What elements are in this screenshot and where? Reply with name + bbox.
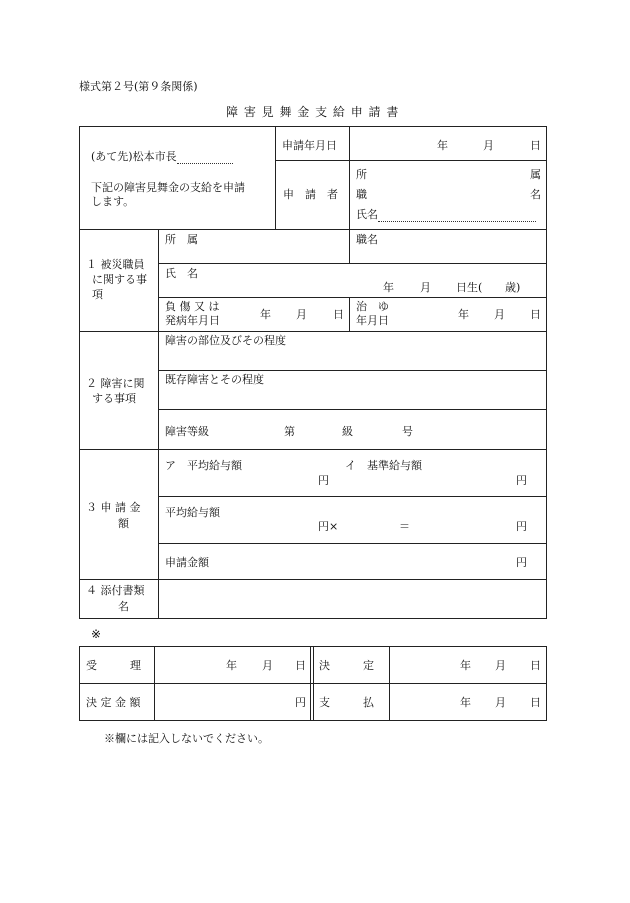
- decision-label: 決 定: [319, 659, 374, 672]
- row-border: [158, 409, 547, 410]
- section3-label-2: 額: [118, 517, 129, 530]
- row-border: [79, 579, 547, 580]
- row-border: [158, 543, 547, 544]
- grade-dai: 第: [284, 425, 295, 438]
- form-title: 障 害 見 舞 金 支 給 申 請 書: [226, 105, 400, 119]
- injury-date-label-2: 発病年月日: [165, 314, 220, 327]
- table-border-bottom: [79, 618, 547, 619]
- office-col-border: [310, 646, 311, 721]
- section2-label-2: する事項: [92, 392, 136, 405]
- victim-position-label: 職名: [356, 233, 378, 246]
- average-wage-a-label: ア 平均給与額: [165, 459, 242, 472]
- requested-amount-label: 申請金額: [165, 556, 209, 569]
- injury-date-label-1: 負 傷 又 は: [165, 300, 220, 313]
- existing-disability-label: 既存障害とその程度: [165, 373, 264, 386]
- application-date-year[interactable]: 年: [437, 139, 448, 152]
- payment-label: 支 払: [319, 696, 374, 709]
- calc-result-yen: 円: [516, 520, 527, 533]
- injury-year[interactable]: 年: [260, 308, 271, 321]
- received-day: 日: [295, 659, 306, 672]
- base-wage-i-label: イ 基準給与額: [345, 459, 422, 472]
- victim-name-label: 氏 名: [165, 267, 198, 280]
- row-border: [79, 229, 547, 230]
- row-border: [158, 263, 547, 264]
- decided-amount-label: 決 定 金 額: [86, 696, 141, 709]
- office-col-border: [79, 646, 80, 721]
- payment-day: 日: [530, 696, 541, 709]
- victim-affiliation-label: 所 属: [165, 233, 198, 246]
- row-border: [158, 370, 547, 371]
- addressee-dotted-line: [177, 152, 233, 164]
- grade-go: 号: [402, 425, 413, 438]
- row-border: [275, 160, 547, 161]
- office-use-note: ※欄には記入しないでください。: [104, 732, 269, 745]
- received-year: 年: [226, 659, 237, 672]
- section3-label-1: ３ 申 請 金: [86, 501, 141, 514]
- row-border: [79, 331, 547, 332]
- decision-day: 日: [530, 659, 541, 672]
- average-wage-label: 平均給与額: [165, 506, 220, 519]
- section4-label-2: 名: [118, 600, 129, 613]
- cure-date-label-1: 治 ゆ: [356, 300, 389, 313]
- col-border: [349, 126, 350, 229]
- application-date-day[interactable]: 日: [530, 139, 541, 152]
- cure-month[interactable]: 月: [494, 308, 505, 321]
- application-date-month[interactable]: 月: [483, 139, 494, 152]
- row-border: [158, 297, 547, 298]
- applicant-name-field[interactable]: 氏名: [356, 208, 536, 222]
- office-use-mark: ※: [91, 627, 102, 641]
- injury-month[interactable]: 月: [296, 308, 307, 321]
- decision-year: 年: [460, 659, 471, 672]
- cure-year[interactable]: 年: [458, 308, 469, 321]
- section4-label-1: ４ 添付書類: [86, 584, 145, 597]
- table-border-top: [79, 126, 547, 127]
- payment-month: 月: [495, 696, 506, 709]
- addressee: (あて先)松本市長: [91, 150, 233, 164]
- table-border-left: [79, 126, 80, 619]
- office-col-border: [313, 646, 314, 721]
- col-border: [349, 229, 350, 263]
- received-label: 受 理: [86, 659, 141, 672]
- base-wage-yen: 円: [516, 474, 527, 487]
- section1-label-2: に関する事: [92, 273, 147, 286]
- col-border: [349, 297, 350, 331]
- section1-label-1: １ 被災職員: [86, 258, 145, 271]
- applicant-position-2: 名: [530, 188, 541, 201]
- applicant-affiliation-1: 所: [356, 168, 367, 181]
- applicant-affiliation-2: 属: [530, 168, 541, 181]
- office-col-border: [389, 646, 390, 721]
- payment-year: 年: [460, 696, 471, 709]
- row-border: [158, 496, 547, 497]
- multiply-sign: 円×: [318, 520, 339, 533]
- office-col-border: [154, 646, 155, 721]
- cure-date-label-2: 年月日: [356, 314, 389, 327]
- office-col-border: [546, 646, 547, 721]
- table-border-right: [546, 126, 547, 619]
- col-border: [275, 126, 276, 229]
- birth-day[interactable]: 日生(: [456, 281, 483, 294]
- requested-amount-yen: 円: [516, 556, 527, 569]
- application-date-label: 申請年月日: [282, 139, 337, 152]
- request-text-2: します。: [91, 195, 135, 208]
- decision-month: 月: [495, 659, 506, 672]
- applicant-name-dotted-line: [378, 210, 536, 222]
- section1-label-3: 項: [92, 288, 103, 301]
- decided-amount-yen: 円: [295, 696, 306, 709]
- average-wage-yen: 円: [318, 474, 329, 487]
- disability-grade-label: 障害等級: [165, 425, 209, 438]
- applicant-label: 申 請 者: [283, 188, 338, 201]
- section2-label-1: ２ 障害に関: [86, 377, 145, 390]
- received-month: 月: [262, 659, 273, 672]
- col-border: [158, 229, 159, 619]
- request-text-1: 下記の障害見舞金の支給を申請: [91, 181, 245, 194]
- birth-month[interactable]: 月: [420, 281, 431, 294]
- equals-sign: ＝: [399, 520, 410, 533]
- injury-part-degree-label: 障害の部位及びその程度: [165, 334, 286, 347]
- grade-kyu: 級: [342, 425, 353, 438]
- applicant-position-1: 職: [356, 188, 367, 201]
- injury-day[interactable]: 日: [333, 308, 344, 321]
- cure-day[interactable]: 日: [530, 308, 541, 321]
- row-border: [79, 449, 547, 450]
- birth-year[interactable]: 年: [383, 281, 394, 294]
- form-number: 様式第２号(第９条関係): [79, 80, 198, 93]
- age[interactable]: 歳): [505, 281, 521, 294]
